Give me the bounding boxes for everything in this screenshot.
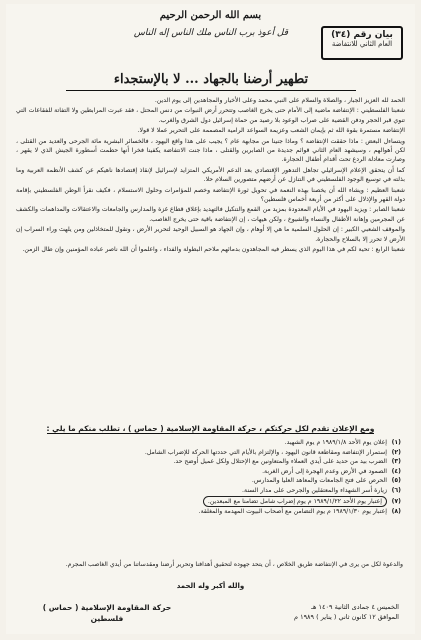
leaflet-page bbox=[6, 4, 415, 634]
item-text: الضرب بيد من حديد على أيدي العملاء والمتعاونين مع الإحتلال ولكل عميل أوضح حد. bbox=[173, 458, 387, 466]
item-text: إعتبار يوم ١٩٨٩/١/٣٠ م يوم التضامن مع أصحاب البيوت المهدمة والمغلقة. bbox=[198, 508, 387, 516]
paragraph: كما أن يتحقق الإعلام الإسرائيلي تجاهل التدهور الإقتصادي بعد الدعم الأمريكي المتزايد لإسرائيل لإنقاذ إقتصادها ناهيكم عن كشف الأنظمة العربية وما بذلته في توسيع الوجود الفلسطيني في التنازل عن أرضهم متصورين السلام حلا. bbox=[16, 166, 405, 184]
paragraph: شعبنا العظيم : ويشاء الله أن يخصنا بهذه النعمة في تحويل ثورة الإنتفاضة وخصم للمؤامرات وحلول الاستسلام ، فكيف نقرأ الوطن الفلسطيني بإقامة دولة القهر والإذلال على أكثر من أربعة أخماس فلسطين؟ bbox=[16, 186, 405, 204]
closing-phrase: والله أكبر وله الحمد bbox=[176, 582, 245, 590]
date-hijri: الخميس ٤ جمادى الثانية ١٤٠٩ هـ bbox=[311, 603, 399, 611]
item-number: (٨) bbox=[391, 508, 401, 516]
demands-heading-text: ومع الإعلان تقدم لكل حركتكم ، حركة المقاومة الإسلامية ( حماس ) ، تطلب منكم ما يلي : bbox=[46, 424, 375, 433]
list-item bbox=[24, 448, 401, 458]
demands-heading bbox=[6, 424, 415, 433]
paragraph: شعبنا الصابر : ويزيد اليهود في الأيام المعدودة بمزيد من القمع والتنكيل فالتهديد بإغلاق قطاع غزة والمدارس والجامعات والاعتقالات والمداهمات والكشف عن المجرمين وإهانة الأطفال والنساء والشيوخ ، ولكن هيهات ، إن الإنتفاضة باقية حتى يخرج الغاصب. bbox=[16, 206, 405, 223]
paragraph: شعبنا الفلسطيني : الإنتفاضة ماضية إلى الأمام حتى يخرج الغاصب وتتحرر أرض النبوات من دنس المحتل ، فقد عبرت المرابطين ولا التفاتة للفقاعات التي تنوي قبر الحجر ودفن القضية على صراب الوعود بلا رصيد من حماة إسرائيل دول الشرق والغرب. bbox=[16, 107, 405, 124]
body-text bbox=[16, 96, 405, 256]
item-text: الصمود في الأرض وعدم الهجرة إلى أرض الغربة. bbox=[262, 467, 387, 475]
paragraph: ويتساءل البعض : ماذا حققت الإنتفاضة ؟ وماذا جنينا من مجابهة عام ؟ يجيب على هذا واقع اليهود ، فالخسائر البشرية مائة الجرحى والعديد من القتلى ، لكن أهوالهم ، وسيشهد العام الثاني قوائم جديدة من الصابرين والقتلى ، ماذا جنت الانتفاضة يكفينا فخرا أنها حطمت أسطورة الجيش الذي لا يقهر ، وصارت معادلة الردع تحت أقدام أطفال الحجارة. bbox=[16, 137, 405, 164]
demands-list bbox=[24, 438, 401, 517]
item-text-boxed: إعتبار يوم الأحد ١٩٨٩/١/٢٢ م يوم إضراب شامل تضامنا مع المبعدين. bbox=[203, 496, 387, 508]
item-number: (٢) bbox=[391, 448, 401, 456]
list-item bbox=[24, 457, 401, 467]
item-number: (٥) bbox=[391, 477, 401, 485]
item-number: (٧) bbox=[391, 497, 401, 505]
list-item bbox=[24, 438, 401, 448]
statement-number: بيان رقم (٣٤) bbox=[331, 30, 393, 40]
quran-verse: قل أعوذ برب الناس ملك الناس إله الناس bbox=[133, 28, 289, 38]
date-block bbox=[249, 602, 399, 622]
paragraph: شعبنا الرابع : تحية لكم في هذا اليوم الذي يسطر فيه المجاهدون بدمائهم ملاحم البطولة والفداء ، واعلموا أن الله ناصر عباده المؤمنين وإن طال الزمن. bbox=[22, 246, 405, 254]
list-item bbox=[24, 496, 401, 508]
item-text: إعلان يوم الأحد ١٩٨٩/١/٨ م يوم الشهيد. bbox=[284, 439, 387, 446]
paragraph: الإنتفاضة مستمرة بقوة الله ثم بإيمان الشعب وعزيمة السواعد الرامية المصممة على التحرير عملا لا قولا. bbox=[137, 127, 405, 135]
signature-location: فلسطين bbox=[90, 614, 124, 623]
list-item bbox=[24, 486, 401, 496]
item-text: الحرص على فتح الجامعات والمعاهد العليا والمدارس. bbox=[251, 477, 387, 485]
list-item bbox=[24, 467, 401, 477]
list-item bbox=[24, 507, 401, 517]
closing-paragraph: والدعوة لكل من يرى في الإنتفاضة طريق الخلاص ، أن يتحد جهوده لتحقيق أهدافنا وتحرير أرضنا ومقدساتنا من أيدي الغاصب المجرم. bbox=[65, 561, 403, 568]
item-number: (٣) bbox=[391, 458, 401, 466]
signature-organization: حركة المقاومة الإسلامية ( حماس ) bbox=[42, 603, 172, 612]
date-gregorian: الموافق ١٢ كانون ثاني ( يناير ) ١٩٨٩ م bbox=[293, 613, 399, 621]
item-number: (٤) bbox=[391, 467, 401, 475]
statement-year: العام الثاني للانتفاضة bbox=[331, 40, 393, 48]
item-number: (٦) bbox=[391, 486, 401, 494]
paragraph: والموقف الشعبي الكبير : إن الحلول السلمية ما هي إلا أوهام ، وإن الجهاد هو السبيل الوحيد لتحرير الأرض ، ونقول للمتخاذلين ومن يلهث وراء السراب إن الأرض لا تحرر إلا بالسلاح والحجارة. bbox=[16, 226, 405, 243]
item-text: إستمرار الإنتفاضة ومقاطعة قانون اليهود ، والإلتزام بالأيام التي حددتها الحركة للإضراب الشامل. bbox=[144, 448, 387, 456]
page-title: تطهير أرضنا بالجهاد ... لا بالإستجداء bbox=[66, 72, 356, 91]
basmala: بسم الله الرحمن الرحيم bbox=[159, 10, 262, 21]
item-number: (١) bbox=[391, 439, 401, 446]
list-item bbox=[24, 476, 401, 486]
signature-block bbox=[32, 602, 182, 624]
paragraph: الحمد لله العزيز الجبار ، والصلاة والسلام على النبي محمد وعلى الأخيار والمجاهدين إلى يوم الدين. bbox=[154, 97, 405, 104]
statement-number-box bbox=[321, 26, 403, 60]
item-text: زيارة أسر الشهداء والمعتقلين والجرحى على مدار السنة. bbox=[242, 486, 387, 494]
